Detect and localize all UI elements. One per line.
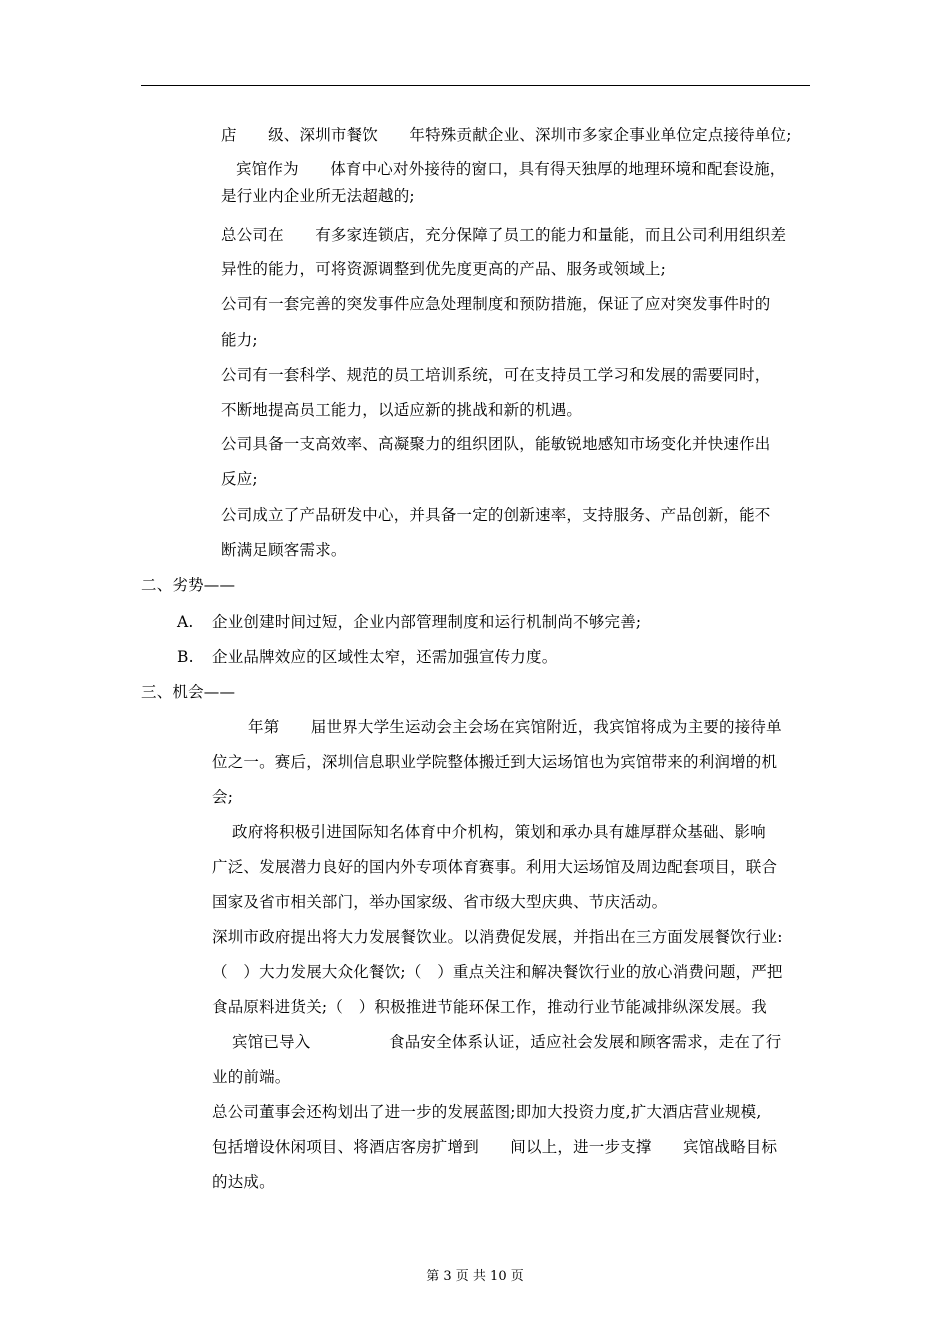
opportunity-government-line: 国家及省市相关部门，举办国家级、省市级大型庆典、节庆活动。 — [212, 893, 668, 911]
strength-training-line: 公司有一套科学、规范的员工培训系统，可在支持员工学习和发展的需要同时， — [221, 366, 771, 384]
weakness-item-marker: A. — [177, 613, 194, 631]
strength-emergency-line: 能力; — [221, 331, 258, 349]
opportunity-catering-line: 深圳市政府提出将大力发展餐饮业。以消费促发展，并指出在三方面发展餐饮行业: — [212, 928, 783, 946]
opportunity-heading: 三、机会—— — [141, 683, 236, 701]
weakness-item-marker: B. — [177, 648, 194, 666]
strength-rnd-line: 断满足顾客需求。 — [221, 541, 347, 559]
strength-training-line: 不断地提高员工能力，以适应新的挑战和新的机遇。 — [221, 401, 583, 419]
opportunity-blueprint-line: 包括增设休闲项目、将酒店客房扩增到 间以上，进一步支撑 宾馆战略目标 — [212, 1138, 778, 1156]
opportunity-universiade-line: 会; — [212, 788, 234, 806]
strength-venue-line: 是行业内企业所无法超越的; — [221, 187, 415, 205]
opportunity-catering-line: 宾馆已导入 食品安全体系认证，适应社会发展和顾客需求，走在了行 — [232, 1033, 782, 1051]
strength-emergency-line: 公司有一套完善的突发事件应急处理制度和预防措施，保证了应对突发事件时的 — [221, 295, 771, 313]
opportunity-blueprint-line: 的达成。 — [212, 1173, 275, 1191]
header-rule — [141, 85, 810, 86]
opportunity-catering-line: 食品原料进货关;（ ）积极推进节能环保工作，推动行业节能减排纵深发展。我 — [212, 998, 767, 1016]
strength-rnd-line: 公司成立了产品研发中心，并具备一定的创新速率，支持服务、产品创新，能不 — [221, 506, 771, 524]
strength-chain-line: 总公司在 有多家连锁店，充分保障了员工的能力和量能，而且公司利用组织差 — [221, 226, 787, 244]
opportunity-government-line: 政府将积极引进国际知名体育中介机构，策划和承办具有雄厚群众基础、影响 — [232, 823, 766, 841]
weakness-heading: 二、劣势—— — [141, 576, 236, 594]
opportunity-catering-line: 业的前端。 — [212, 1068, 291, 1086]
strength-chain-line: 异性的能力，可将资源调整到优先度更高的产品、服务或领域上; — [221, 260, 667, 278]
weakness-item-text: 企业创建时间过短，企业内部管理制度和运行机制尚不够完善; — [212, 613, 642, 631]
strength-line: 店 级、深圳市餐饮 年特殊贡献企业、深圳市多家企事业单位定点接待单位; — [221, 126, 792, 144]
page-number: 第 3 页 共 10 页 — [426, 1269, 524, 1284]
opportunity-catering-line: （ ）大力发展大众化餐饮;（ ）重点关注和解决餐饮行业的放心消费问题，严把 — [212, 963, 783, 981]
strength-team-line: 公司具备一支高效率、高凝聚力的组织团队，能敏锐地感知市场变化并快速作出 — [221, 435, 771, 453]
weakness-item-text: 企业品牌效应的区域性太窄，还需加强宣传力度。 — [212, 648, 558, 666]
opportunity-universiade-line: 位之一。赛后，深圳信息职业学院整体搬迁到大运场馆也为宾馆带来的利润增的机 — [212, 753, 778, 771]
opportunity-government-line: 广泛、发展潜力良好的国内外专项体育赛事。利用大运场馆及周边配套项目，联合 — [212, 858, 778, 876]
opportunity-universiade-line: 年第 届世界大学生运动会主会场在宾馆附近，我宾馆将成为主要的接待单 — [248, 718, 782, 736]
strength-venue-line: 宾馆作为 体育中心对外接待的窗口，具有得天独厚的地理环境和配套设施， — [236, 160, 786, 178]
opportunity-blueprint-line: 总公司董事会还构划出了进一步的发展蓝图;即加大投资力度,扩大酒店营业规模, — [212, 1103, 762, 1121]
strength-team-line: 反应; — [221, 470, 258, 488]
